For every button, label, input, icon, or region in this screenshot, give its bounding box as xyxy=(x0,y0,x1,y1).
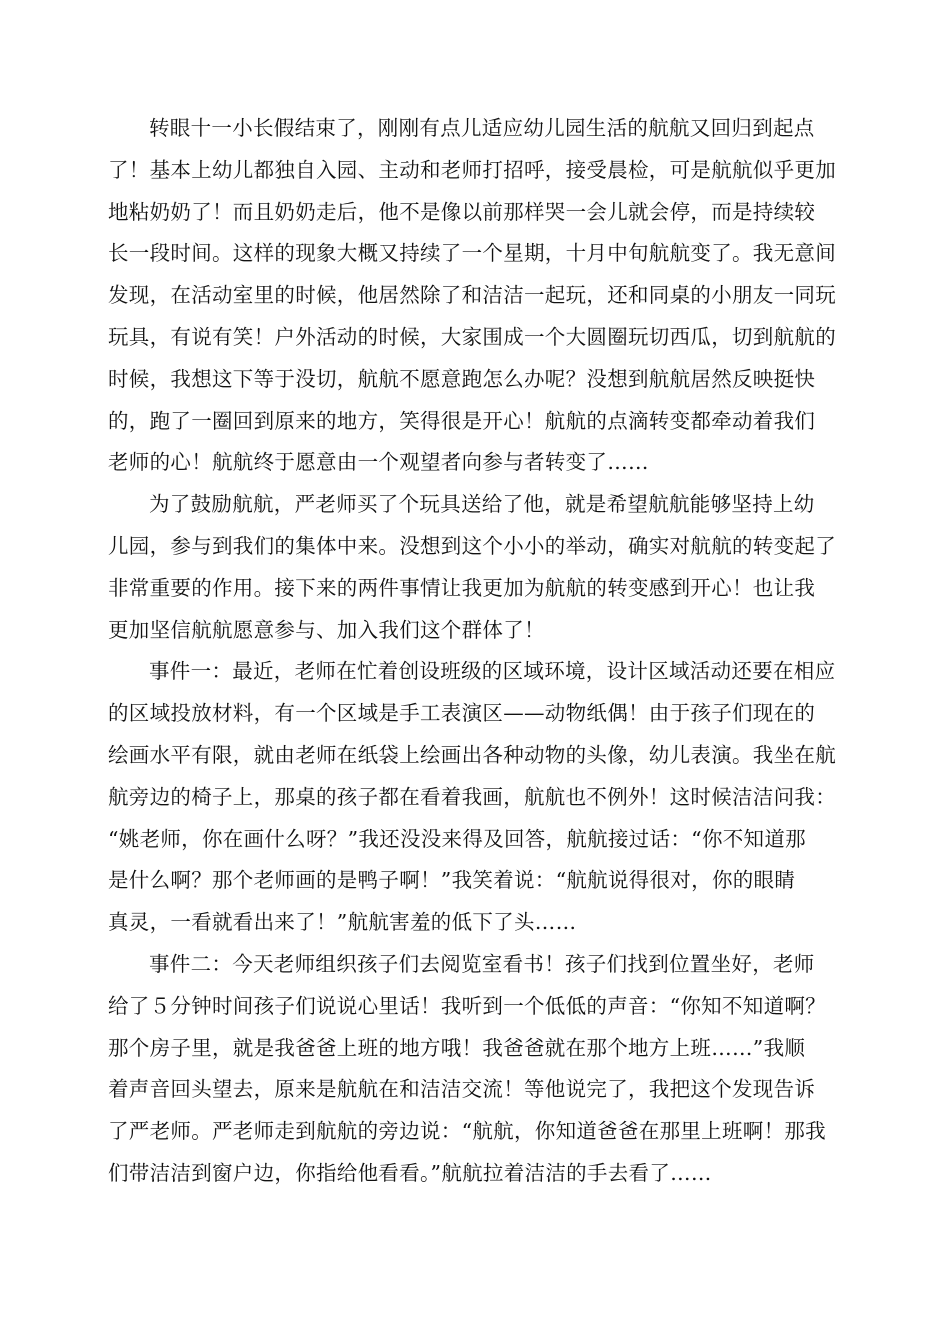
document-body xyxy=(108,108,852,1195)
paragraph-2: 为了鼓励航航，严老师买了个玩具送给了他，就是希望航航能够坚持上幼 儿园，参与到我们的集体中来。没想到这个小小的举动，确实对航航的转变起了 非常重要的作用。接下来的两件事情让我更加为航航的转变感到开心！也让我 更加坚信航航愿意参与、加入我们这个群体了！ xyxy=(108,492,836,642)
paragraph-3: 事件一：最近，老师在忙着创设班级的区域环境，设计区域活动还要在相应 的区域投放材料，有一个区域是手工表演区——动物纸偶！由于孩子们现在的 绘画水平有限，就由老师在纸袋上绘画出各种动物的头像，幼儿表演。我坐在航 航旁边的椅子上，那桌的孩子都在看着我画，航航也不例外！这时候洁洁问我： “姚老师，你在画什么呀？”我还没没来得及回答，航航接过话：“你不知道那 是什么啊？那个老师画的是鸭子啊！”我笑着说：“航航说得很对，你的眼睛 真灵，一看就看出来了！”航航害羞的低下了头…… xyxy=(108,659,836,935)
paragraph-4: 事件二：今天老师组织孩子们去阅览室看书！孩子们找到位置坐好，老师 给了５分钟时间孩子们说说心里话！我听到一个低低的声音：“你知不知道啊？ 那个房子里，就是我爸爸上班的地方哦！我爸爸就在那个地方上班……”我顺 着声音回头望去，原来是航航在和洁洁交流！等他说完了，我把这个发现告诉 了严老师。严老师走到航航的旁边说：“航航，你知道爸爸在那里上班啊！那我 们带洁洁到窗户边，你指给他看看。”航航拉着洁洁的手去看了…… xyxy=(108,951,826,1185)
paragraph-1: 转眼十一小长假结束了，刚刚有点儿适应幼儿园生活的航航又回归到起点 了！基本上幼儿都独自入园、主动和老师打招呼，接受晨检，可是航航似乎更加 地粘奶奶了！而且奶奶走后，他不是像以前那样哭一会儿就会停，而是持续较 长一段时间。这样的现象大概又持续了一个星期，十月中旬航航变了。我无意间 发现，在活动室里的时候，他居然除了和洁洁一起玩，还和同桌的小朋友一同玩 玩具，有说有笑！户外活动的时候，大家围成一个大圆圈玩切西瓜，切到航航的 时候，我想这下等于没切，航航不愿意跑怎么办呢？没想到航航居然反映挺快 的，跑了一圈回到原来的地方，笑得很是开心！航航的点滴转变都牵动着我们 老师的心！航航终于愿意由一个观望者向参与者转变了…… xyxy=(108,116,836,475)
